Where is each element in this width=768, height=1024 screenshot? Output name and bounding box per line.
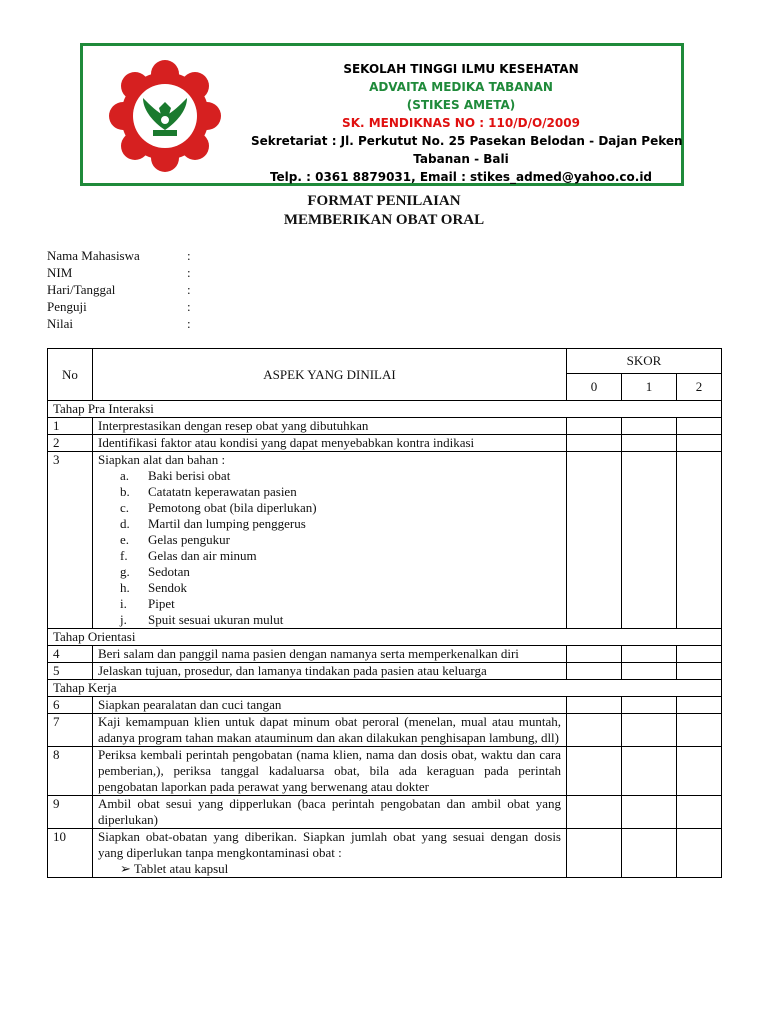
score-cell[interactable] <box>567 796 622 829</box>
list-item: a. Baki berisi obat <box>120 468 231 483</box>
doc-title-line-1: FORMAT PENILAIAN <box>307 193 461 209</box>
score-cell[interactable] <box>677 663 722 680</box>
field-penguji: Penguji : <box>47 299 191 314</box>
doc-title-line-2: MEMBERIKAN OBAT ORAL <box>283 212 485 228</box>
section-orientasi: Tahap Orientasi <box>48 629 722 646</box>
score-cell[interactable] <box>677 697 722 714</box>
stikes-logo <box>107 58 223 174</box>
table-row: 9 Ambil obat sesui yang dipperlukan (baca perintah pengobatan dan ambil obat yang diperlukan) <box>48 796 722 829</box>
list-item: f. Gelas dan air minum <box>120 548 257 563</box>
table-row: 6 Siapkan pearalatan dan cuci tangan <box>48 697 722 714</box>
score-2: 2 <box>677 374 722 401</box>
score-cell[interactable] <box>677 646 722 663</box>
equipment-list <box>98 468 561 628</box>
field-nilai: Nilai : <box>47 316 191 331</box>
list-item: c. Pemotong obat (bila diperlukan) <box>120 500 317 515</box>
table-row: 5 Jelaskan tujuan, prosedur, dan lamanya tindakan pada pasien atau keluarga <box>48 663 722 680</box>
score-cell[interactable] <box>677 435 722 452</box>
score-cell[interactable] <box>622 452 677 629</box>
score-cell[interactable] <box>677 829 722 878</box>
list-item: g. Sedotan <box>120 564 190 579</box>
list-item: j. Spuit sesuai ukuran mulut <box>120 612 284 627</box>
score-cell[interactable] <box>622 714 677 747</box>
student-info-fields <box>47 247 191 332</box>
section-pra-interaksi: Tahap Pra Interaksi <box>48 401 722 418</box>
score-1: 1 <box>622 374 677 401</box>
header-skor: SKOR <box>567 349 722 374</box>
score-cell[interactable] <box>677 796 722 829</box>
address-line-2: Tabanan - Bali <box>413 152 509 166</box>
field-tanggal: Hari/Tanggal : <box>47 282 191 297</box>
score-cell[interactable] <box>567 714 622 747</box>
sub-item: ➢ Tablet atau kapsul <box>120 861 229 876</box>
decree-number: SK. MENDIKNAS NO : 110/D/O/2009 <box>342 116 580 130</box>
score-cell[interactable] <box>567 829 622 878</box>
assessment-table <box>47 348 722 878</box>
header-no: No <box>48 349 93 401</box>
table-row: 2 Identifikasi faktor atau kondisi yang dapat menyebabkan kontra indikasi <box>48 435 722 452</box>
table-row: 10 Siapkan obat-obatan yang diberikan. Siapkan jumlah obat yang sesuai dengan dosis yang diperlukan tanpa mengkontaminasi obat : ➢ Tablet atau kapsul <box>48 829 722 878</box>
table-row: 7 Kaji kemampuan klien untuk dapat minum obat peroral (menelan, mual atau muntah, adanya program tahan makan atauminum dan akan dilakukan penghisapan lambung, dll) <box>48 714 722 747</box>
score-cell[interactable] <box>622 646 677 663</box>
score-cell[interactable] <box>567 418 622 435</box>
table-row: 3 Siapkan alat dan bahan : a. Baki berisi obat b. Catatatn keperawatan pasien c. Pemotong obat (bila diperlukan) d. Martil dan lumping penggerus e. Gelas pengukur f. Gelas dan air minum g. Sedotan h. Sendok i. Pipet j. Spuit sesuai ukuran mulut <box>48 452 722 629</box>
table-row: 1 Interprestasikan dengan resep obat yang dibutuhkan <box>48 418 722 435</box>
college-name: ADVAITA MEDIKA TABANAN <box>369 80 553 94</box>
score-cell[interactable] <box>622 663 677 680</box>
list-item: h. Sendok <box>120 580 187 595</box>
score-cell[interactable] <box>567 663 622 680</box>
score-cell[interactable] <box>622 829 677 878</box>
header-aspek: ASPEK YANG DINILAI <box>93 349 567 401</box>
institution-name: SEKOLAH TINGGI ILMU KESEHATAN <box>343 62 579 76</box>
score-cell[interactable] <box>567 646 622 663</box>
address-line-1: Sekretariat : Jl. Perkutut No. 25 Pasekan Belodan - Dajan Peken <box>251 134 683 148</box>
score-cell[interactable] <box>677 714 722 747</box>
college-abbr: (STIKES AMETA) <box>406 98 516 112</box>
list-item: i. Pipet <box>120 596 175 611</box>
field-nama: Nama Mahasiswa : <box>47 248 191 263</box>
score-cell[interactable] <box>622 747 677 796</box>
field-nim: NIM : <box>47 265 191 280</box>
score-cell[interactable] <box>677 452 722 629</box>
score-cell[interactable] <box>567 697 622 714</box>
section-kerja: Tahap Kerja <box>48 680 722 697</box>
score-cell[interactable] <box>567 435 622 452</box>
score-cell[interactable] <box>677 418 722 435</box>
list-item: b. Catatatn keperawatan pasien <box>120 484 297 499</box>
letterhead-text <box>251 60 683 186</box>
score-cell[interactable] <box>622 418 677 435</box>
letterhead <box>80 43 684 186</box>
table-row: 8 Periksa kembali perintah pengobatan (nama klien, nama dan dosis obat, waktu dan cara pemberian,), periksa tanggal kadaluarsa obat, bila ada keraguan pada perintah pengobatan laporkan pada perawat yang berwenang atau dokter <box>48 747 722 796</box>
score-cell[interactable] <box>567 747 622 796</box>
score-cell[interactable] <box>567 452 622 629</box>
list-item: e. Gelas pengukur <box>120 532 230 547</box>
table-row: 4 Beri salam dan panggil nama pasien dengan namanya serta memperkenalkan diri <box>48 646 722 663</box>
score-cell[interactable] <box>622 697 677 714</box>
list-item: d. Martil dan lumping penggerus <box>120 516 306 531</box>
score-cell[interactable] <box>677 747 722 796</box>
score-0: 0 <box>567 374 622 401</box>
contact-line: Telp. : 0361 8879031, Email : stikes_admed@yahoo.co.id <box>269 170 653 184</box>
score-cell[interactable] <box>622 796 677 829</box>
score-cell[interactable] <box>622 435 677 452</box>
